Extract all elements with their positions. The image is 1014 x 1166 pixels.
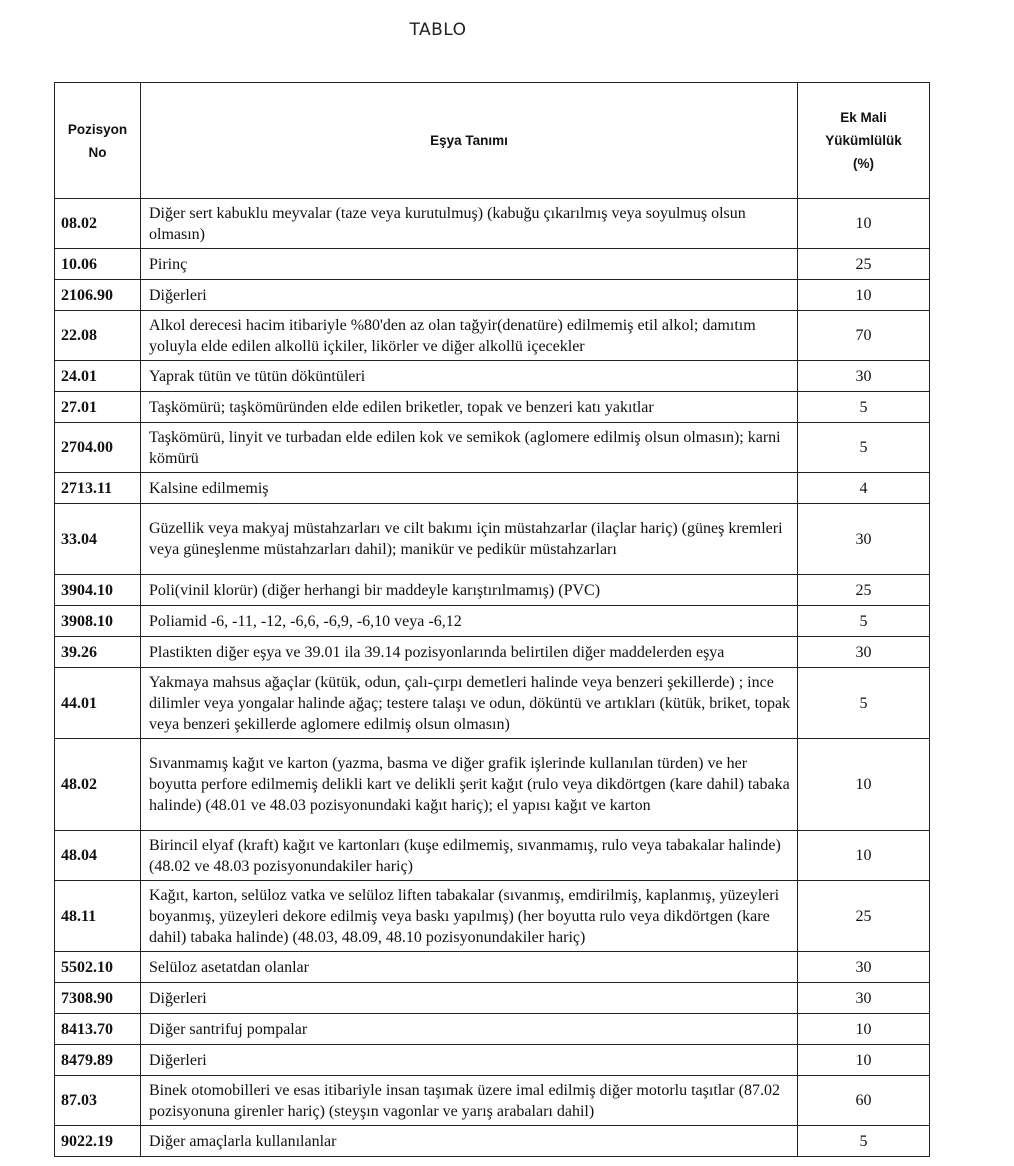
item-description: Kalsine edilmemiş <box>141 473 798 504</box>
position-code: 2713.11 <box>55 473 141 504</box>
item-description: Selüloz asetatdan olanlar <box>141 952 798 983</box>
table-row <box>55 606 930 637</box>
item-description: Sıvanmamış kağıt ve karton (yazma, basma ve diğer grafik işlerinde kullanılan türden) ve her boyutta perfore edilmemiş delikli kart ve delikli şerit kağıt (rulo veya dikdörtgen (kare dahil) tabaka halinde) (48.01 ve 48.03 pozisyonundaki kağıt hariç); el yapısı kağıt ve karton <box>141 739 798 831</box>
table-row <box>55 881 930 952</box>
table-row <box>55 1126 930 1157</box>
table-row <box>55 668 930 739</box>
position-code: 9022.19 <box>55 1126 141 1157</box>
position-code: 3904.10 <box>55 575 141 606</box>
table-row <box>55 1014 930 1045</box>
header-description: Eşya Tanımı <box>141 83 798 199</box>
liability-rate: 70 <box>798 311 930 361</box>
item-description: Taşkömürü; taşkömüründen elde edilen briketler, topak ve benzeri katı yakıtlar <box>141 392 798 423</box>
position-code: 8413.70 <box>55 1014 141 1045</box>
table-row <box>55 1076 930 1126</box>
page-title: TABLO <box>409 20 467 40</box>
liability-rate: 30 <box>798 637 930 668</box>
table-row <box>55 739 930 831</box>
liability-rate: 10 <box>798 1014 930 1045</box>
table-row <box>55 311 930 361</box>
liability-rate: 4 <box>798 473 930 504</box>
item-description: Diğer sert kabuklu meyvalar (taze veya kurutulmuş) (kabuğu çıkarılmış veya soyulmuş olsun olmasın) <box>141 199 798 249</box>
header-position-no-line-1: Pozisyon <box>67 121 128 137</box>
liability-rate: 10 <box>798 199 930 249</box>
liability-rate: 25 <box>798 249 930 280</box>
table-row <box>55 637 930 668</box>
position-code: 5502.10 <box>55 952 141 983</box>
position-code: 48.04 <box>55 831 141 881</box>
item-description: Güzellik veya makyaj müstahzarları ve cilt bakımı için müstahzarlar (ilaçlar hariç) (güneş kremleri veya güneşlenme müstahzarları dahil); manikür ve pedikür müstahzarları <box>141 504 798 575</box>
item-description: Diğer amaçlarla kullanılanlar <box>141 1126 798 1157</box>
table-row <box>55 249 930 280</box>
table-row <box>55 1045 930 1076</box>
position-code: 48.02 <box>55 739 141 831</box>
position-code: 24.01 <box>55 361 141 392</box>
header-additional-liability <box>798 83 930 199</box>
liability-rate: 10 <box>798 1045 930 1076</box>
table-header-row <box>55 83 930 199</box>
item-description: Poli(vinil klorür) (diğer herhangi bir maddeyle karıştırılmamış) (PVC) <box>141 575 798 606</box>
liability-rate: 10 <box>798 280 930 311</box>
table-row <box>55 504 930 575</box>
position-code: 22.08 <box>55 311 141 361</box>
position-code: 87.03 <box>55 1076 141 1126</box>
table-row <box>55 280 930 311</box>
position-code: 8479.89 <box>55 1045 141 1076</box>
liability-rate: 30 <box>798 952 930 983</box>
liability-rate: 60 <box>798 1076 930 1126</box>
item-description: Plastikten diğer eşya ve 39.01 ila 39.14 pozisyonlarında belirtilen diğer maddelerden eşya <box>141 637 798 668</box>
position-code: 44.01 <box>55 668 141 739</box>
item-description: Taşkömürü, linyit ve turbadan elde edilen kok ve semikok (aglomere edilmiş olsun olmasın); karni kömürü <box>141 423 798 473</box>
liability-rate: 30 <box>798 983 930 1014</box>
position-code: 27.01 <box>55 392 141 423</box>
header-position-no <box>55 83 141 199</box>
item-description: Yakmaya mahsus ağaçlar (kütük, odun, çalı-çırpı demetleri halinde veya benzeri şekillerde) ; ince dilimler veya yongalar halinde ağaç; testere talaşı ve odun, döküntü ve artıkları (kütük, briket, topak veya benzeri şekillerde aglomere edilmiş olsun olmasın) <box>141 668 798 739</box>
table-row <box>55 831 930 881</box>
tariff-table <box>54 82 930 1157</box>
position-code: 48.11 <box>55 881 141 952</box>
header-rate-line-2: Yükümlülük <box>825 133 902 148</box>
header-position-no-line-2: No <box>88 144 107 160</box>
position-code: 3908.10 <box>55 606 141 637</box>
item-description: Kağıt, karton, selüloz vatka ve selüloz liften tabakalar (sıvanmış, emdirilmiş, kaplanmış, yüzeyleri boyanmış, yüzeyleri dekore edilmiş veya baskı yapılmış) (her boyutta rulo veya dikdörtgen (kare dahil) tabaka halinde) (48.03, 48.09, 48.10 pozisyonundakiler hariç) <box>141 881 798 952</box>
liability-rate: 5 <box>798 423 930 473</box>
position-code: 08.02 <box>55 199 141 249</box>
liability-rate: 5 <box>798 606 930 637</box>
liability-rate: 30 <box>798 361 930 392</box>
table-row <box>55 423 930 473</box>
header-rate-line-3: (%) <box>853 156 874 171</box>
liability-rate: 5 <box>798 1126 930 1157</box>
item-description: Pirinç <box>141 249 798 280</box>
item-description: Birincil elyaf (kraft) kağıt ve kartonları (kuşe edilmemiş, sıvanmamış, rulo veya tabakalar halinde) (48.02 ve 48.03 pozisyonundakiler hariç) <box>141 831 798 881</box>
table-row <box>55 392 930 423</box>
item-description: Diğerleri <box>141 280 798 311</box>
item-description: Poliamid -6, -11, -12, -6,6, -6,9, -6,10 veya -6,12 <box>141 606 798 637</box>
liability-rate: 5 <box>798 668 930 739</box>
item-description: Binek otomobilleri ve esas itibariyle insan taşımak üzere imal edilmiş diğer motorlu taşıtlar (87.02 pozisyonuna girenler hariç) (steyşın vagonlar ve yarış arabaları dahil) <box>141 1076 798 1126</box>
position-code: 2106.90 <box>55 280 141 311</box>
liability-rate: 25 <box>798 575 930 606</box>
item-description: Yaprak tütün ve tütün döküntüleri <box>141 361 798 392</box>
table-row <box>55 952 930 983</box>
item-description: Diğerleri <box>141 983 798 1014</box>
table-row <box>55 361 930 392</box>
table-row <box>55 199 930 249</box>
item-description: Diğerleri <box>141 1045 798 1076</box>
position-code: 7308.90 <box>55 983 141 1014</box>
liability-rate: 10 <box>798 831 930 881</box>
table-row <box>55 473 930 504</box>
liability-rate: 5 <box>798 392 930 423</box>
table-row <box>55 575 930 606</box>
item-description: Alkol derecesi hacim itibariyle %80'den az olan tağyir(denatüre) edilmemiş etil alkol; damıtım yoluyla elde edilen alkollü içkiler, likörler ve diğer alkollü içecekler <box>141 311 798 361</box>
item-description: Diğer santrifuj pompalar <box>141 1014 798 1045</box>
liability-rate: 30 <box>798 504 930 575</box>
position-code: 2704.00 <box>55 423 141 473</box>
liability-rate: 25 <box>798 881 930 952</box>
position-code: 10.06 <box>55 249 141 280</box>
header-rate-line-1: Ek Mali <box>840 110 887 125</box>
position-code: 33.04 <box>55 504 141 575</box>
liability-rate: 10 <box>798 739 930 831</box>
table-row <box>55 983 930 1014</box>
position-code: 39.26 <box>55 637 141 668</box>
